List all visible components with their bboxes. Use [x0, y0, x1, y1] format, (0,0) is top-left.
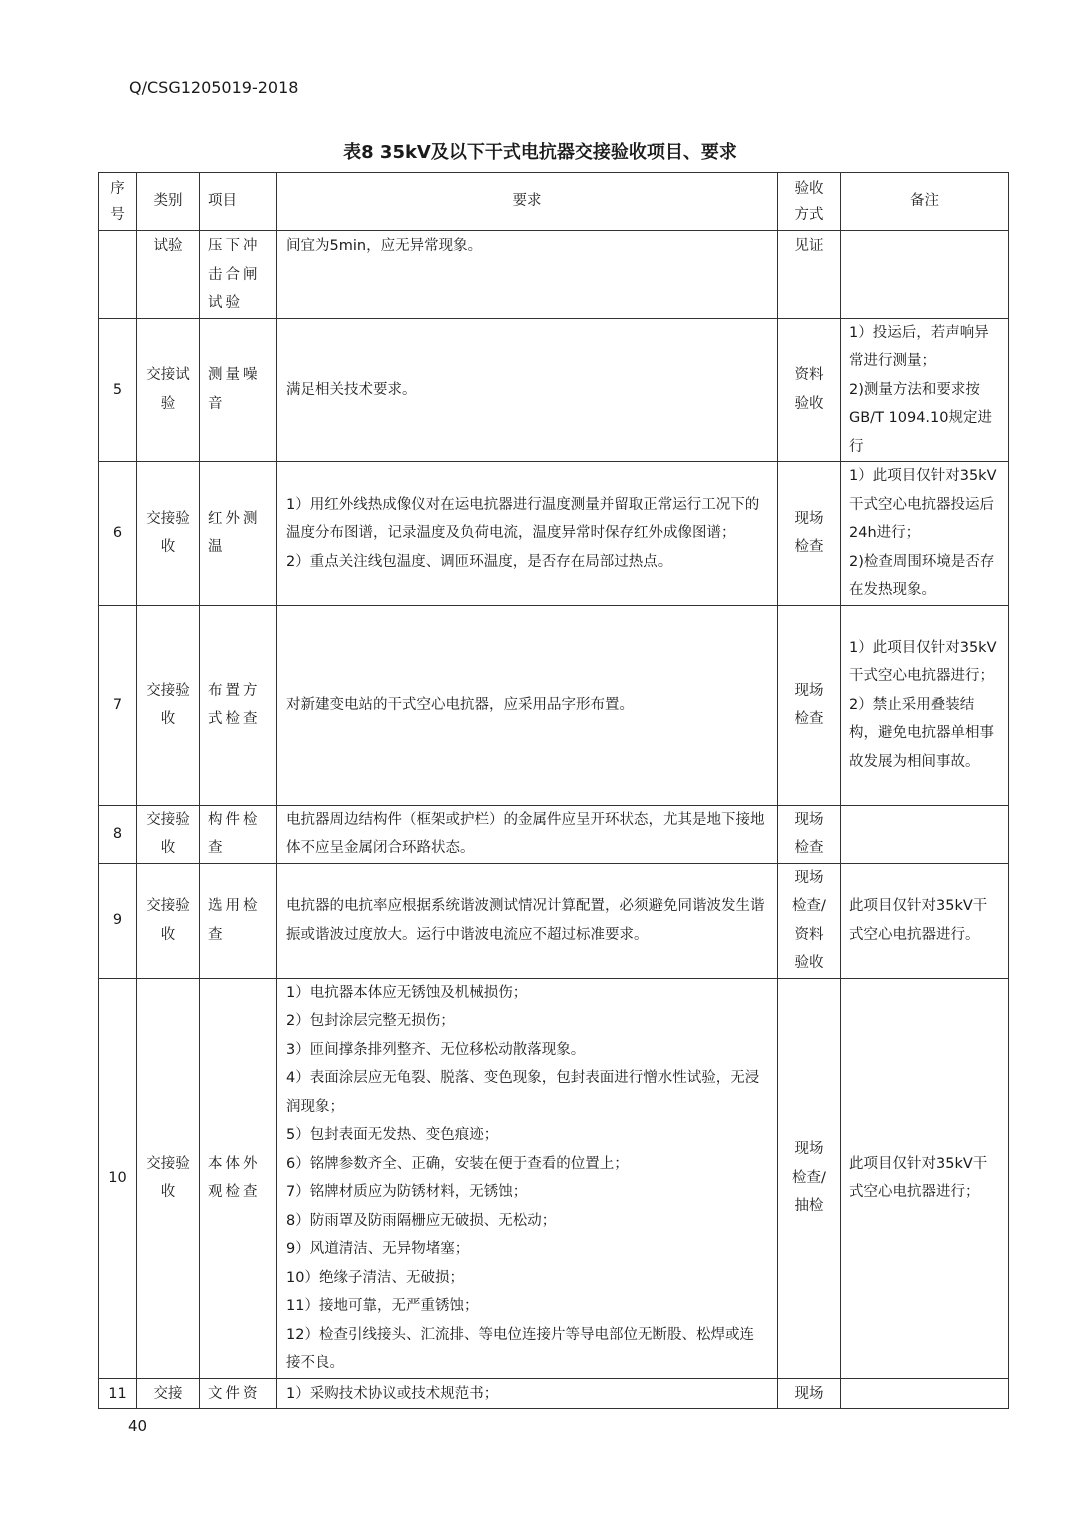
- requirement-line: 对新建变电站的干式空心电抗器，应采用品字形布置。: [286, 696, 634, 713]
- remark-line: 1）此项目仅针对35kV干式空心电抗器投运后24h进行；: [849, 468, 997, 541]
- table-row: [99, 1378, 1009, 1409]
- table-row: [99, 863, 1009, 978]
- remark-line: 此项目仅针对35kV干式空心电抗器进行；: [849, 1155, 988, 1200]
- header-item: 项目: [200, 173, 277, 231]
- requirement-line: 电抗器的电抗率应根据系统谐波测试情况计算配置，必须避免同谐波发生谐振或谐波过度放大。运行中谐波电流应不超过标准要求。: [286, 898, 765, 943]
- category-cell: 交接验收: [137, 462, 200, 606]
- table-row: [99, 231, 1009, 319]
- remark-line: 1）此项目仅针对35kV干式空心电抗器进行；: [849, 639, 997, 685]
- method-cell: [778, 805, 841, 863]
- remark-cell: [841, 231, 1009, 319]
- method-cell: [778, 462, 841, 606]
- method-text: 现场检查/资料验收: [792, 869, 826, 971]
- item-cell: 文件资: [200, 1378, 277, 1409]
- item-cell: 压下冲击合闸试验: [200, 231, 277, 319]
- remark-cell: [841, 462, 1009, 606]
- seq-cell: 6: [99, 462, 137, 606]
- table-row: [99, 318, 1009, 462]
- method-cell: [778, 605, 841, 805]
- remark-cell: [841, 1378, 1009, 1409]
- seq-cell: [99, 231, 137, 319]
- method-cell: [778, 231, 841, 319]
- header-row: [99, 173, 1009, 231]
- method-cell: [778, 318, 841, 462]
- requirement-line: 间宜为5min，应无异常现象。: [286, 238, 483, 254]
- requirement-cell: [277, 318, 778, 462]
- item-cell: 本体外观检查: [200, 978, 277, 1378]
- acceptance-table: [98, 172, 1009, 1409]
- requirement-line: 1）用红外线热成像仪对在运电抗器进行温度测量并留取正常运行工况下的温度分布图谱，记录温度及负荷电流，温度异常时保存红外成像图谱；: [286, 496, 760, 541]
- item-cell: 红外测温: [200, 462, 277, 606]
- header-seq: 序号: [99, 173, 137, 231]
- method-text: 现场检查: [794, 811, 824, 856]
- item-cell: 选用检查: [200, 863, 277, 978]
- method-text: 见证: [794, 238, 824, 254]
- table-title: 表8 35kV及以下干式电抗器交接验收项目、要求: [343, 142, 737, 163]
- requirement-cell: [277, 231, 778, 319]
- method-text: 资料验收: [794, 367, 824, 412]
- seq-cell: 5: [99, 318, 137, 462]
- category-cell: 交接试验: [137, 318, 200, 462]
- remark-cell: [841, 978, 1009, 1378]
- category-cell: 交接验收: [137, 605, 200, 805]
- seq-cell: 11: [99, 1378, 137, 1409]
- requirement-line: 3）匝间撑条排列整齐、无位移松动散落现象。: [286, 1041, 586, 1058]
- method-cell: [778, 1378, 841, 1409]
- category-cell: 试验: [137, 231, 200, 319]
- table-row: [99, 805, 1009, 863]
- seq-cell: 7: [99, 605, 137, 805]
- remark-line: 此项目仅针对35kV干式空心电抗器进行。: [849, 898, 988, 943]
- requirement-line: 4）表面涂层应无龟裂、脱落、变色现象，包封表面进行憎水性试验，无浸润现象；: [286, 1070, 760, 1115]
- method-text: 现场检查/抽检: [792, 1141, 826, 1215]
- seq-cell: 10: [99, 978, 137, 1378]
- requirement-line: 9）风道清洁、无异物堵塞；: [286, 1241, 470, 1257]
- table-row: [99, 462, 1009, 606]
- requirement-line: 10）绝缘子清洁、无破损；: [286, 1269, 464, 1286]
- requirement-line: 12）检查引线接头、汇流排、等电位连接片等导电部位无断股、松焊或连接不良。: [286, 1326, 754, 1371]
- remark-cell: [841, 805, 1009, 863]
- remark-line: 1）投运后，若声响异常进行测量；: [849, 324, 989, 369]
- requirement-cell: [277, 805, 778, 863]
- requirement-cell: [277, 605, 778, 805]
- item-cell: 测量噪音: [200, 318, 277, 462]
- category-cell: 交接: [137, 1378, 200, 1409]
- seq-cell: 9: [99, 863, 137, 978]
- requirement-line: 1）采购技术协议或技术规范书；: [286, 1385, 499, 1402]
- category-cell: 交接验收: [137, 805, 200, 863]
- requirement-line: 5）包封表面无发热、变色痕迹；: [286, 1127, 499, 1143]
- requirement-line: 满足相关技术要求。: [286, 381, 417, 398]
- remark-line: 2)检查周围环境是否存在发热现象。: [849, 553, 995, 598]
- category-cell: 交接验收: [137, 978, 200, 1378]
- requirement-line: 7）铭牌材质应为防锈材料，无锈蚀；: [286, 1184, 528, 1200]
- requirement-line: 8）防雨罩及防雨隔栅应无破损、无松动；: [286, 1212, 557, 1229]
- method-text: 现场: [794, 1385, 824, 1402]
- remark-line: 2)测量方法和要求按GB/T 1094.10规定进行: [849, 381, 992, 455]
- table-row: [99, 605, 1009, 805]
- category-cell: 交接验收: [137, 863, 200, 978]
- header-requirement: 要求: [277, 173, 778, 231]
- remark-cell: [841, 863, 1009, 978]
- requirement-line: 电抗器周边结构件（框架或护栏）的金属件应呈开环状态，尤其是地下接地体不应呈金属闭合环路状态。: [286, 811, 765, 856]
- document-code: Q/CSG1205019-2018: [129, 78, 299, 97]
- page-number: 40: [128, 1417, 148, 1435]
- requirement-line: 2）包封涂层完整无损伤；: [286, 1013, 455, 1029]
- requirement-cell: [277, 863, 778, 978]
- remark-line: 2）禁止采用叠装结构，避免电抗器单相事故发展为相间事故。: [849, 696, 994, 770]
- requirement-cell: [277, 1378, 778, 1409]
- requirement-line: 6）铭牌参数齐全、正确，安装在便于查看的位置上；: [286, 1155, 629, 1172]
- remark-cell: [841, 318, 1009, 462]
- method-cell: [778, 863, 841, 978]
- requirement-cell: [277, 978, 778, 1378]
- method-cell: [778, 978, 841, 1378]
- item-cell: 构件检查: [200, 805, 277, 863]
- requirement-cell: [277, 462, 778, 606]
- table-row: [99, 978, 1009, 1378]
- requirement-line: 11）接地可靠，无严重锈蚀；: [286, 1298, 479, 1314]
- header-remark: 备注: [841, 173, 1009, 231]
- method-text: 现场检查: [794, 510, 824, 556]
- method-text: 现场检查: [794, 682, 824, 727]
- header-method: 验收方式: [778, 173, 841, 231]
- seq-cell: 8: [99, 805, 137, 863]
- requirement-line: 1）电抗器本体应无锈蚀及机械损伤；: [286, 984, 528, 1001]
- header-category: 类别: [137, 173, 200, 231]
- requirement-line: 2）重点关注线包温度、调匝环温度，是否存在局部过热点。: [286, 553, 673, 570]
- remark-cell: [841, 605, 1009, 805]
- item-cell: 布置方式检查: [200, 605, 277, 805]
